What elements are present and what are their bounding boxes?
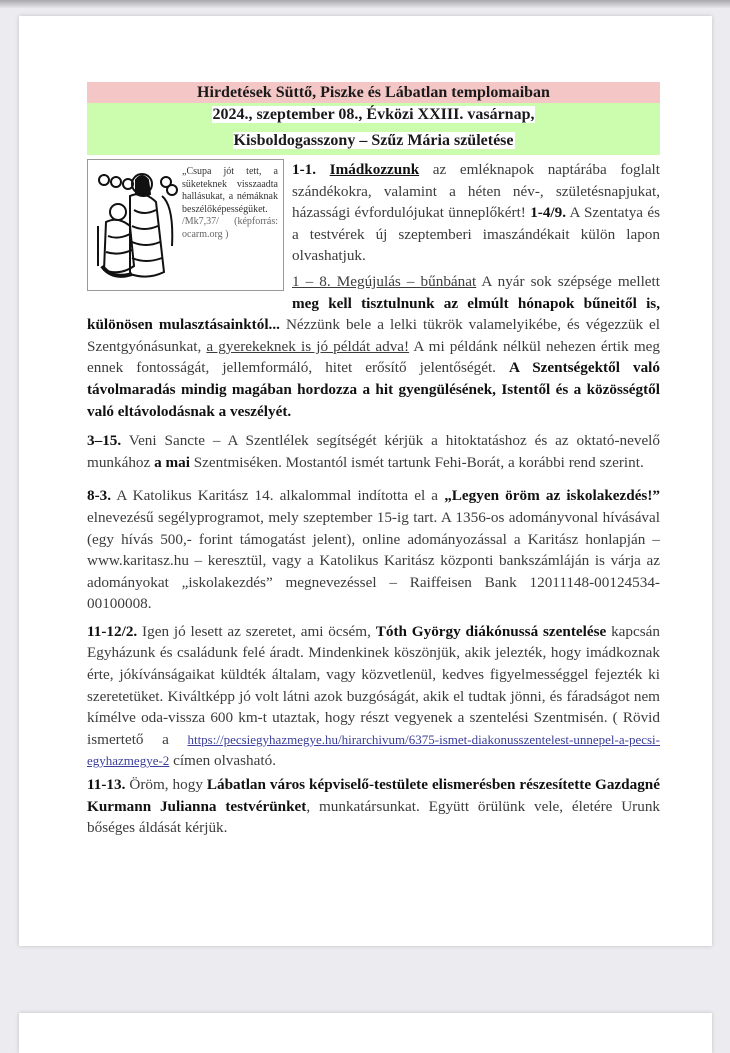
jesus-healing-illustration	[92, 166, 178, 286]
viewer-top-shadow	[0, 0, 730, 8]
item-text: kapcsán Egyházunk és családunk felé áradt. Mindenkinek köszönjük, akik jelezték, hogy imádkoznak érte, jókívánságaikat küldték általam, vagy közvetlenül, kedves figyelmességgel fejezték ki szeretetüket. Kiváltképp jó volt látni azok buzgóságát, akik el tudtak jönni, és fáradságot nem kímélve oda-vissza 600 km-t utaztak, hogy részt vegyenek a szentelési Szentmisén. ( Rövid ismertető a	[87, 622, 660, 748]
announcement-8-3	[87, 485, 660, 615]
item-text: Szentmiséken. Mostantól ismét tartunk Fehi-Borát, a korábbi rend szerint.	[189, 453, 644, 471]
item-bold-text: a mai	[154, 453, 190, 471]
item-text: A Katolikus Karitász 14. alkalommal indította el a	[111, 487, 445, 505]
item-bold-text: Tóth György diákónussá szentelése	[375, 622, 607, 640]
item-label: 8-3.	[87, 487, 112, 505]
item-text: Öröm, hogy	[125, 776, 207, 794]
item-bold-text: meg kell tisztulnunk az elmúlt hónapok bűneitől is, különösen mulasztásainktól...	[87, 294, 660, 334]
header-date-line: 2024., szeptember 08., Évközi XXIII. vasárnap,	[212, 106, 535, 123]
article-link[interactable]: https://pecsiegyhazmegye.hu/hirarchivum/6375-ismet-diakonusszentelest-unnepel-a-pecsi-egyhazmegye-2	[87, 731, 660, 769]
header-feast-line: Kisboldogasszony – Szűz Mária születése	[233, 132, 514, 149]
item-text: Igen jó lesett az szeretet, ami öcsém,	[137, 622, 376, 640]
item-label: 1 – 8. Megújulás – bűnbánat	[292, 272, 477, 290]
announcement-11-13	[87, 774, 660, 839]
image-box	[87, 159, 284, 291]
item-label: 1-4/9.	[530, 204, 567, 222]
caption-source: /Mk7,37/ (képforrás: ocarm.org )	[182, 216, 278, 240]
header-title-band	[87, 82, 660, 103]
item-underlined-text: a gyerekeknek is jó példát adva!	[206, 337, 410, 355]
item-bold-text: „Legyen öröm az iskolakezdés!”	[444, 487, 660, 505]
header-title: Hirdetések Süttő, Piszke és Lábatlan templomaiban	[197, 84, 550, 101]
announcement-1-8	[87, 271, 660, 422]
announcement-3-15	[87, 430, 660, 473]
item-keyword: Imádkozzunk	[329, 161, 420, 178]
item-text: címen olvasható.	[169, 752, 277, 770]
item-text: A nyár sok szépsége mellett	[476, 272, 660, 290]
image-caption	[182, 166, 278, 241]
item-text: elnevezésű segélyprogramot, mely szeptember 15-ig tart. A 1356-os adományvonal hívásával (egy hívás 500,- forint támogatást jelent), online adományozással a Karitász honlapján – www.karitasz.hu – keresztül, vagy a Katolikus Karitász központi bankszámláján is várja az adományokat „iskolakezdés” megnevezéssel – Raiffeisen Bank 12011148-00124534-00100008.	[87, 508, 660, 613]
item-text: az emléknapok naptárába foglalt szándékokra, valamint a héten név-, születésnapjukat, házassági évfordulójukat ünneplőkért!	[292, 161, 661, 222]
item-text: , munkatársunkat. Együtt örülünk vele, életére Urunk bőséges áldását kérjük.	[87, 797, 661, 837]
next-document-page[interactable]	[19, 1013, 712, 1053]
item-label: 11-13.	[87, 776, 126, 794]
item-label: 3–15.	[87, 432, 122, 450]
caption-quote: „Csupa jót tett, a süketeknek visszaadta hallásukat, a némáknak beszélőképességüket.	[182, 166, 278, 215]
item-label: 1-1.	[292, 161, 317, 178]
item-bold-text: Lábatlan város képviselő-testülete elismerésben részesítette Gazdagné Kurmann Julianna testvérünket	[87, 776, 660, 815]
item-text: A mi példánk nélkül nehezen értik meg ennek fontosságát, jellemformáló, hitet erősítő jelentőségét.	[87, 337, 660, 377]
item-label: 11-12/2.	[87, 622, 138, 640]
header-date-band	[87, 103, 660, 155]
item-text: A Szentatya és a testvérek új szeptemberi imaszándékait külön lapon olvashatjuk.	[292, 204, 661, 265]
item-text: Nézzünk bele a lelki tükrök valamelyikébe, és végezzük el Szentgyónásunkat,	[87, 316, 661, 355]
item-text: Veni Sancte – A Szentlélek segítségét kérjük a hitoktatáshoz és az oktató-nevelő munkához	[87, 432, 660, 471]
item-bold-text: A Szentségektől való távolmaradás mindig magában hordozza a hit gyengülésének, Istentől és a közösségtől való eltávolodásnak a veszélyét.	[87, 359, 660, 420]
announcement-11-12-2	[87, 621, 660, 772]
announcement-content	[87, 82, 660, 839]
